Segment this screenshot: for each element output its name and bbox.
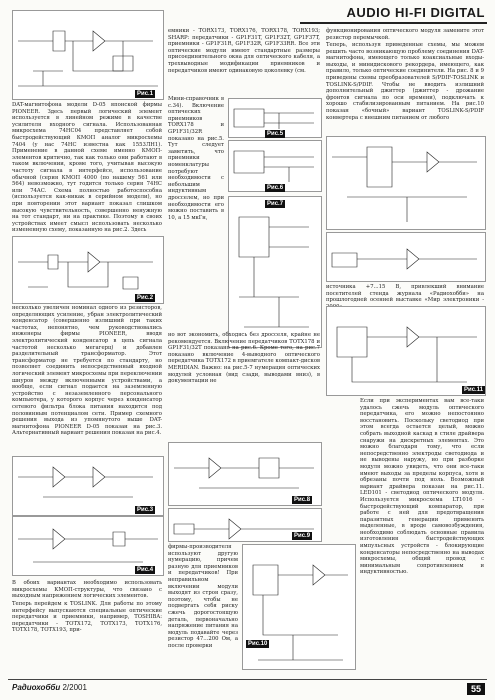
page-number: 55 — [467, 683, 485, 695]
fig9-label: Рис.9 — [294, 533, 311, 539]
right-column-text-a: Теперь, используя приведенные схемы, мы можем решить часто возникающую проблему соединения DAT-магнитофона, имеющего только коаксиальные входы-выходы, и минидискового рекордера, имеющего, как правило, только оптические соединители. На рис. 8 и 9 приведены схемы преобразователей S/PDIF-TOSLINK и TOSLINK-S/PDIF. Чтобы не вводить излишний дополнительный джиттер (джиттер - дрожание фронтов сигнала по оси времени), подключать к хорошо стабилизированным питанием. На рис.10 показан «бочный» вариант TOSLINK-S/PDIF конвертера с внешним питанием от любого — [326, 42, 484, 121]
schematic-fig8-right — [326, 136, 486, 230]
right-column-text-c: Если при экспериментах вам все-таки удалось сжечь модуль оптического передатчика, его можно непостоянно восстановить. Поскольку светодиод при этом всегда остается целый, можно собрать выходной каскад в стиле драйвера снаружи на дискретных элементах. Это можно благодаря тому, что если непосредственно электроды светодиода и не выводены наружу, но при разборке модуля можно увидеть, что они все-таки имеют выходы за пределы корпуса, хотя и обрезаны почти под ноль. Возможный вариант драйвера показан на рис.11. LED101 - светодиод оптического модуля. Используется микросхема LT1016 - быстродействующий компаратор, при работе с ней для предотвращения паразитных генерации применять выделенные, в вроде самовозбуждения, необходимо соблюдать основные правила изготовления быстродействующих импульсных устройств - блокирующие конденсаторы непосредственно на выводах микросхемы, общий провод с минимальным сопротивлением и индуктивностью. — [360, 398, 484, 576]
schematic-fig10 — [242, 544, 356, 670]
fig7-label: Рис.7 — [267, 201, 284, 207]
magazine-name: Радиохобби — [12, 683, 61, 692]
fig10-label: Рис.10 — [248, 641, 268, 647]
middle-column-text-top: емники - TORX173, TORX176, TORX178, TORX193; SHARP: передатчики - GP1F31T, GP1F32T, GP1F37T, приемники - GP1F31R, GP1F32R, GP1F33RR. Все эти оптические модули имеют стандартные размеры присоединительного окна для оптического кабеля, а трехвыводные модификации приемников и передатчиков имеют одинаковую цоколевку (см. — [168, 28, 320, 74]
middle-column-text-a: Мини-справочник в с.34). Включение оптических приемников TORX178 и GP1F31/32R показано на рис.5. Тут следует заметить, что приемники номенклатуры потребуют необходимости с небольшим индуктивным дросселем, но при необходимости его можно поставить в 10, а 15 мкГн, — [168, 96, 224, 221]
schematic-fig1 — [12, 10, 164, 100]
issue-number: 2/2001 — [62, 683, 87, 692]
left-column-text-low: В обоих вариантах необходимо использовать микросхемы КМОП-структуры, что связано с выходным напряжением логических элементов. — [12, 580, 162, 600]
footer-magazine — [12, 683, 87, 692]
right-column-text-b: источника +7...15 В, привлекший внимание посетителей стенда журнала «Радиохобби» на прошлогодней осенней выставке «Мир электроники - — [326, 284, 484, 304]
fig8-label: Рис.8 — [294, 497, 311, 503]
magazine-header: AUDIO HI-FI DIGITAL — [346, 5, 485, 20]
schematic-fig7 — [228, 196, 322, 348]
fig4-label: Рис.4 — [137, 567, 154, 573]
fig3-label: Рис.3 — [137, 507, 154, 513]
right-column-text-top: функционирования оптического модуля замените этот резистор перемычкой. — [326, 28, 484, 41]
fig11-label: Рис.11 — [464, 387, 484, 393]
schematic-fig11 — [326, 306, 486, 396]
fig5-label: Рис.5 — [267, 131, 284, 137]
header-rule — [300, 22, 487, 24]
middle-column-text-c: фирмы-производителя используют другую нумерацию, причем разную для приемников и передатчиков! При неправильном включении модули выходят из строя сразу, поэтому, чтобы не подвергать себя риску сжечь дорогостоящую деталь, первоначально напряжение питания на модуль подавайте через резистор 47...200 Ом, а после проверки — [168, 544, 238, 649]
fig1-label: Рис.1 — [137, 91, 154, 97]
schematic-fig9-right — [326, 232, 486, 282]
fig6-label: Рис.6 — [267, 185, 284, 191]
left-column-text-top: DAT-магнитофона модели D-05 японской фирмы PIONEER. Здесь первый логический элемент используется в линейном режиме в качестве усилителя входного сигнала. Использованная микросхема 74HC04 представляет собой быстродействующий КМОП аналог микросхемы 7404 (у нас 74HC известна как 1553ЛН1). Применение в данной схеме именно КМОП-элементов критично, так как только они работают в таком включении, кроме того, учитывая высокую частоту сигнала в интерфейсе, использование обычной (серия КМОП 4000 (по нашему 561 или 564) невозможно, тут годится только серия 74HC или 74AC. Схема полностью работоспособна (используется как-никак в серийном модели), но при повторении этот вариант показал слишком высокую чувствительность, совершенно ненужную на тот стандарт, ни на практике. Поэтому в своих устройствах имеет смысл использовать несколько измененную схему, показанную на рис.2. Здесь — [12, 102, 162, 234]
footer-rule — [8, 679, 487, 680]
left-column-text-low2: Теперь перейдем к TOSLINK. Для работы по этому интерфейсу выпускаются специальные оптические передатчики и приемники, например, TOSHIBA: передатчики - TOTX172, TOTX173, TOTX176, TOTX178, TOTX193, при- — [12, 601, 162, 634]
middle-column-text-b: но вот экономить, обходясь без дросселя, крайне не рекомендуется. Включение передатчиков TOTX178 и GP1F31/32T показано на рис.6. Кроме того, на рис.7 показано включение 4-выводного оптического передатчика TOTX172 в приемгателе компакт-дисков MERIDIAN. Важно: на рис.5-7 нумерация оптических модулей условная (вид сзади, выводами вниз), в документации не — [168, 332, 320, 385]
fig2-label: Рис.2 — [137, 295, 154, 301]
left-column-text-bottom: несколько увеличен номинал одного из резисторов, определяющих усиление, убран электролитический конденсатор (совершенно излишний при таких частотах, непонятно, чем руководствовались инженеры фирмы PIONEER, вводя электролитический конденсатор в цепь сигнала частотой несколько мегагерц) и добавлен разделительный трансформатор. Этот трансформатор не требуется по стандарту, но позволяет соединить непосредственный входной логический элемент микросхемы при переключении шнуров между включенными устройствами, а вообще, если сигнал подается на заземленную устройство с незаземленного персонального компьютера, у которого корпус через конденсатор сетевого фильтра блока питания находится под половинным потенциалом сети. Пример схемного решения выхода из упомянутого выше DAT-магнитофона PIONEER D-05 показан на рис.3. Альтернативный вариант решения показан на рис.4. — [12, 305, 162, 437]
